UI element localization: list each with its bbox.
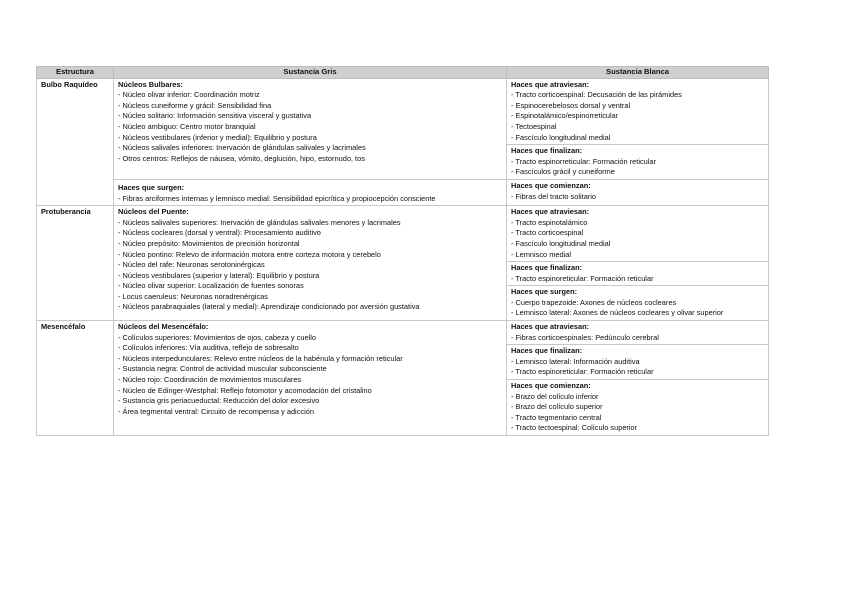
section-title: Haces que surgen: (118, 182, 185, 192)
list-item: - Área tegmental ventral: Circuito de recompensa y adicción (118, 406, 314, 416)
list-item: - Núcleo de Edinger-Westphal: Reflejo fotomotor y acomodación del cristalino (118, 385, 372, 395)
section-title: Haces que comienzan: (511, 180, 591, 190)
sustancia-gris-cell (114, 78, 507, 179)
list-item: - Tracto espinotalámico (511, 217, 588, 227)
section-title: Núcleos del Puente: (118, 207, 189, 217)
sustancia-gris-cell (114, 206, 507, 321)
list-item: - Colículos superiores: Movimientos de ojos, cabeza y cuello (118, 332, 316, 342)
list-item: - Lemnisco medial (511, 249, 571, 259)
list-item: - Brazo del colículo inferior (511, 391, 599, 401)
section-title: Núcleos Bulbares: (118, 79, 183, 89)
list-item: - Núcleos interpedunculares: Relevo entre núcleos de la habénula y formación reticular (118, 353, 403, 363)
section-title: Haces que atraviesan: (511, 79, 590, 89)
header-sustancia-blanca: Sustancia Blanca (507, 67, 769, 79)
section-title: Haces que surgen: (511, 287, 578, 297)
sustancia-blanca-cell (507, 145, 769, 180)
list-item: - Cuerpo trapezoide: Axones de núcleos cocleares (511, 297, 677, 307)
list-item: - Núcleos salivales inferiores: Inervación de glándulas salivales y lacrimales (118, 143, 366, 153)
list-item: - Tracto tegmentario central (511, 412, 602, 422)
section-title: Haces que finalizan: (511, 346, 583, 356)
list-item: - Otros centros: Reflejos de náusea, vómito, deglución, hipo, estornudo, tos (118, 153, 365, 163)
list-item: - Núcleos cocleares (dorsal y ventral): Procesamiento auditivo (118, 228, 321, 238)
table-row (37, 179, 769, 205)
list-item: - Sustancia gris periacueductal: Reducción del dolor excesivo (118, 396, 320, 406)
list-item: - Lemnisco lateral: Información auditiva (511, 356, 640, 366)
structure-cell: Protuberancia (37, 206, 114, 321)
table-row (37, 206, 769, 262)
list-item: - Sustancia negra: Control de actividad muscular subconsciente (118, 364, 327, 374)
list-item: - Brazo del colículo superior (511, 402, 603, 412)
list-item: - Núcleos vestibulares (inferior y medial): Equilibrio y postura (118, 132, 317, 142)
table-row (37, 78, 769, 145)
sustancia-blanca-cell (507, 179, 769, 205)
list-item: - Tectoespinal (511, 121, 557, 131)
header-estructura: Estructura (37, 67, 114, 79)
list-item: - Núcleo ambiguo: Centro motor branquial (118, 121, 256, 131)
list-item: - Espinotalámico/espinorreticular (511, 111, 619, 121)
list-item: - Espinocerebelosos dorsal y ventral (511, 100, 631, 110)
list-item: - Núcleo pontino: Relevo de información motora entre corteza motora y cerebelo (118, 249, 381, 259)
section-title: Haces que finalizan: (511, 146, 583, 156)
list-item: - Tracto tectoespinal: Colículo superior (511, 423, 638, 433)
list-item: - Fibras corticoespinales: Pedúnculo cerebral (511, 332, 659, 342)
list-item: - Lemnisco lateral: Axones de núcleos cocleares y olivar superior (511, 308, 724, 318)
list-item: - Núcleo prepósito: Movimientos de precisión horizontal (118, 238, 300, 248)
list-item: - Núcleos salivales superiores: Inervación de glándulas salivales menores y lacrimales (118, 217, 401, 227)
list-item: - Tracto espinoreticular: Formación reticular (511, 273, 654, 283)
sustancia-blanca-cell (507, 345, 769, 380)
list-item: - Fascículo longitudinal medial (511, 132, 611, 142)
sustancia-blanca-cell (507, 78, 769, 145)
section-title: Haces que atraviesan: (511, 207, 590, 217)
list-item: - Fascículos grácil y cuneiforme (511, 167, 615, 177)
list-item: - Fibras arciformes internas y lemnisco medial: Sensibilidad epicrítica y propiocepción consciente (118, 193, 436, 203)
sustancia-gris-cell (114, 321, 507, 436)
section-title: Haces que atraviesan: (511, 322, 590, 332)
list-item: - Núcleo del rafe: Neuronas serotoninérgicas (118, 260, 265, 270)
list-item: - Núcleo solitario: Información sensitiva visceral y gustativa (118, 111, 312, 121)
list-item: - Núcleo olivar superior: Localización de fuentes sonoras (118, 281, 304, 291)
table-row (37, 321, 769, 345)
list-item: - Tracto espinorreticular: Formación reticular (511, 156, 656, 166)
sustancia-blanca-cell (507, 321, 769, 345)
list-item: - Tracto corticoespinal (511, 228, 584, 238)
header-sustancia-gris: Sustancia Gris (114, 67, 507, 79)
sustancia-blanca-cell (507, 286, 769, 321)
structure-cell: Mesencéfalo (37, 321, 114, 436)
neuroanatomy-table (36, 66, 769, 436)
sustancia-blanca-cell (507, 262, 769, 286)
sustancia-blanca-cell (507, 380, 769, 436)
list-item: - Fascículo longitudinal medial (511, 238, 611, 248)
section-title: Haces que comienzan: (511, 381, 591, 391)
list-item: - Locus caeruleus: Neuronas noradrenérgicas (118, 291, 268, 301)
table-header-row (37, 67, 769, 79)
list-item: - Fibras del tracto solitario (511, 191, 597, 201)
list-item: - Colículos inferiores: Vía auditiva, reflejo de sobresalto (118, 343, 299, 353)
list-item: - Tracto espinoreticular: Formación reticular (511, 367, 654, 377)
list-item: - Núcleos cuneiforme y grácil: Sensibilidad fina (118, 100, 272, 110)
list-item: - Tracto corticoespinal: Decusación de las pirámides (511, 90, 682, 100)
list-item: - Núcleo rojo: Coordinación de movimientos musculares (118, 375, 302, 385)
section-title: Haces que finalizan: (511, 263, 583, 273)
document-sheet (36, 66, 768, 436)
list-item: - Núcleo olivar inferior: Coordinación motriz (118, 90, 260, 100)
list-item: - Núcleos parabraquiales (lateral y medial): Aprendizaje condicionado por aversión gustativa (118, 302, 420, 312)
sustancia-blanca-cell (507, 206, 769, 262)
list-item: - Núcleos vestibulares (superior y lateral): Equilibrio y postura (118, 270, 320, 280)
sustancia-gris-cell (114, 179, 507, 205)
structure-cell: Bulbo Raquídeo (37, 78, 114, 206)
section-title: Núcleos del Mesencéfalo: (118, 322, 209, 332)
